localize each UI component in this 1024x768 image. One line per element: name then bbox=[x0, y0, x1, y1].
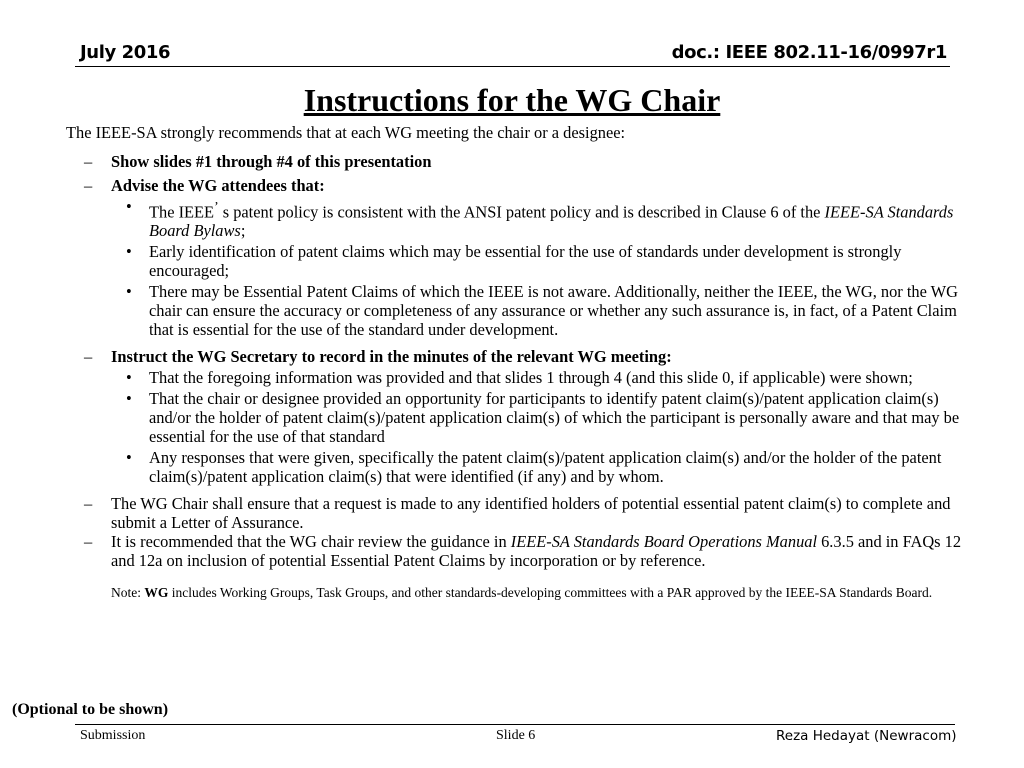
bullet-marker: • bbox=[126, 197, 132, 216]
wg-note bbox=[66, 585, 978, 601]
slide-body bbox=[66, 123, 978, 601]
list-item-letter-of-assurance bbox=[66, 494, 978, 532]
list-item-operations-manual bbox=[66, 532, 978, 570]
note-prefix: Note: bbox=[111, 585, 145, 601]
item-text-end: ; bbox=[240, 221, 246, 241]
item-text: The WG Chair shall ensure that a request is made to any identified holders of potential essential patent claim(s) to complete and submit a Letter of Assurance. bbox=[111, 494, 951, 533]
footer-rule bbox=[75, 724, 955, 725]
operations-manual-reference: IEEE-SA Standards Board Operations Manual bbox=[510, 532, 818, 552]
item-text-a: The IEEE bbox=[149, 202, 215, 222]
lead-paragraph: The IEEE-SA strongly recommends that at each WG meeting the chair or a designee: bbox=[66, 123, 626, 142]
dash-marker: – bbox=[84, 494, 93, 514]
dash-marker: – bbox=[84, 347, 93, 367]
optional-label: (Optional to be shown) bbox=[12, 701, 169, 718]
note-text: includes Working Groups, Task Groups, and other standards-developing committees with a PAR approved by the IEEE-SA Standards Board. bbox=[168, 585, 933, 601]
footer-slide-number: Slide 6 bbox=[496, 728, 536, 743]
sub-item-patent-policy bbox=[66, 197, 978, 240]
sub-item-essential-claims bbox=[66, 282, 978, 339]
item-text: That the foregoing information was provided and that slides 1 through 4 (and this slide 0, if applicable) were shown; bbox=[149, 368, 913, 388]
bullet-marker: • bbox=[126, 242, 132, 262]
item-text-b: 6.3.5 and in FAQs 12 and 12a on inclusion of potential Essential Patent Claims by incorporation or by reference. bbox=[111, 532, 962, 571]
header-date: July 2016 bbox=[80, 42, 171, 63]
sub-item-opportunity bbox=[66, 389, 978, 446]
footer-author: Reza Hedayat (Newracom) bbox=[776, 728, 957, 744]
bullet-marker: • bbox=[126, 282, 132, 302]
dash-marker: – bbox=[84, 152, 93, 171]
header-rule bbox=[75, 66, 950, 67]
dash-marker: – bbox=[84, 176, 93, 195]
footer-submission: Submission bbox=[80, 728, 146, 743]
item-text: Show slides #1 through #4 of this presentation bbox=[111, 152, 432, 171]
item-text: There may be Essential Patent Claims of which the IEEE is not aware. Additionally, neither the IEEE, the WG, nor the WG chair can ensure the accuracy or completeness of any assurance or whether any such assurance is, in fact, of a Patent Claim that is essential for the use of the standard under development. bbox=[149, 282, 958, 340]
list-item-show-slides bbox=[66, 152, 978, 171]
sub-item-early-identification bbox=[66, 242, 978, 280]
sub-item-info-provided bbox=[66, 368, 978, 387]
header-doc-id: doc.: IEEE 802.11-16/0997r1 bbox=[671, 42, 947, 63]
item-text: Advise the WG attendees that: bbox=[111, 176, 325, 195]
item-text: That the chair or designee provided an opportunity for participants to identify patent claim(s)/patent application claim(s) and/or the holder of patent claim(s)/patent application claim(s) of which the participant is personally aware and that may be essential for the use of that standard bbox=[149, 389, 960, 447]
item-text: Early identification of patent claims which may be essential for the use of standards under development is strongly encouraged; bbox=[149, 242, 902, 281]
bullet-marker: • bbox=[126, 448, 132, 468]
item-text: Any responses that were given, specifically the patent claim(s)/patent application claim(s) and/or the holder of the patent claim(s)/patent application claim(s) that were identified (if any) and by whom. bbox=[149, 448, 942, 487]
sub-item-responses bbox=[66, 448, 978, 486]
list-item-advise-attendees bbox=[66, 176, 978, 195]
item-apostrophe: ’ bbox=[214, 199, 219, 214]
item-text: Instruct the WG Secretary to record in the minutes of the relevant WG meeting: bbox=[111, 347, 672, 367]
bullet-marker: • bbox=[126, 368, 132, 388]
note-term: WG bbox=[144, 585, 169, 601]
bylaws-reference: IEEE-SA Standards Board Bylaws bbox=[149, 202, 954, 241]
slide-title: Instructions for the WG Chair bbox=[303, 82, 721, 118]
bullet-marker: • bbox=[126, 389, 132, 409]
dash-marker: – bbox=[84, 532, 93, 552]
item-text-a: It is recommended that the WG chair review the guidance in bbox=[111, 532, 511, 552]
item-text-b: s patent policy is consistent with the ANSI patent policy and is described in Clause 6 of the bbox=[218, 202, 825, 222]
list-item-instruct-secretary bbox=[66, 347, 978, 366]
